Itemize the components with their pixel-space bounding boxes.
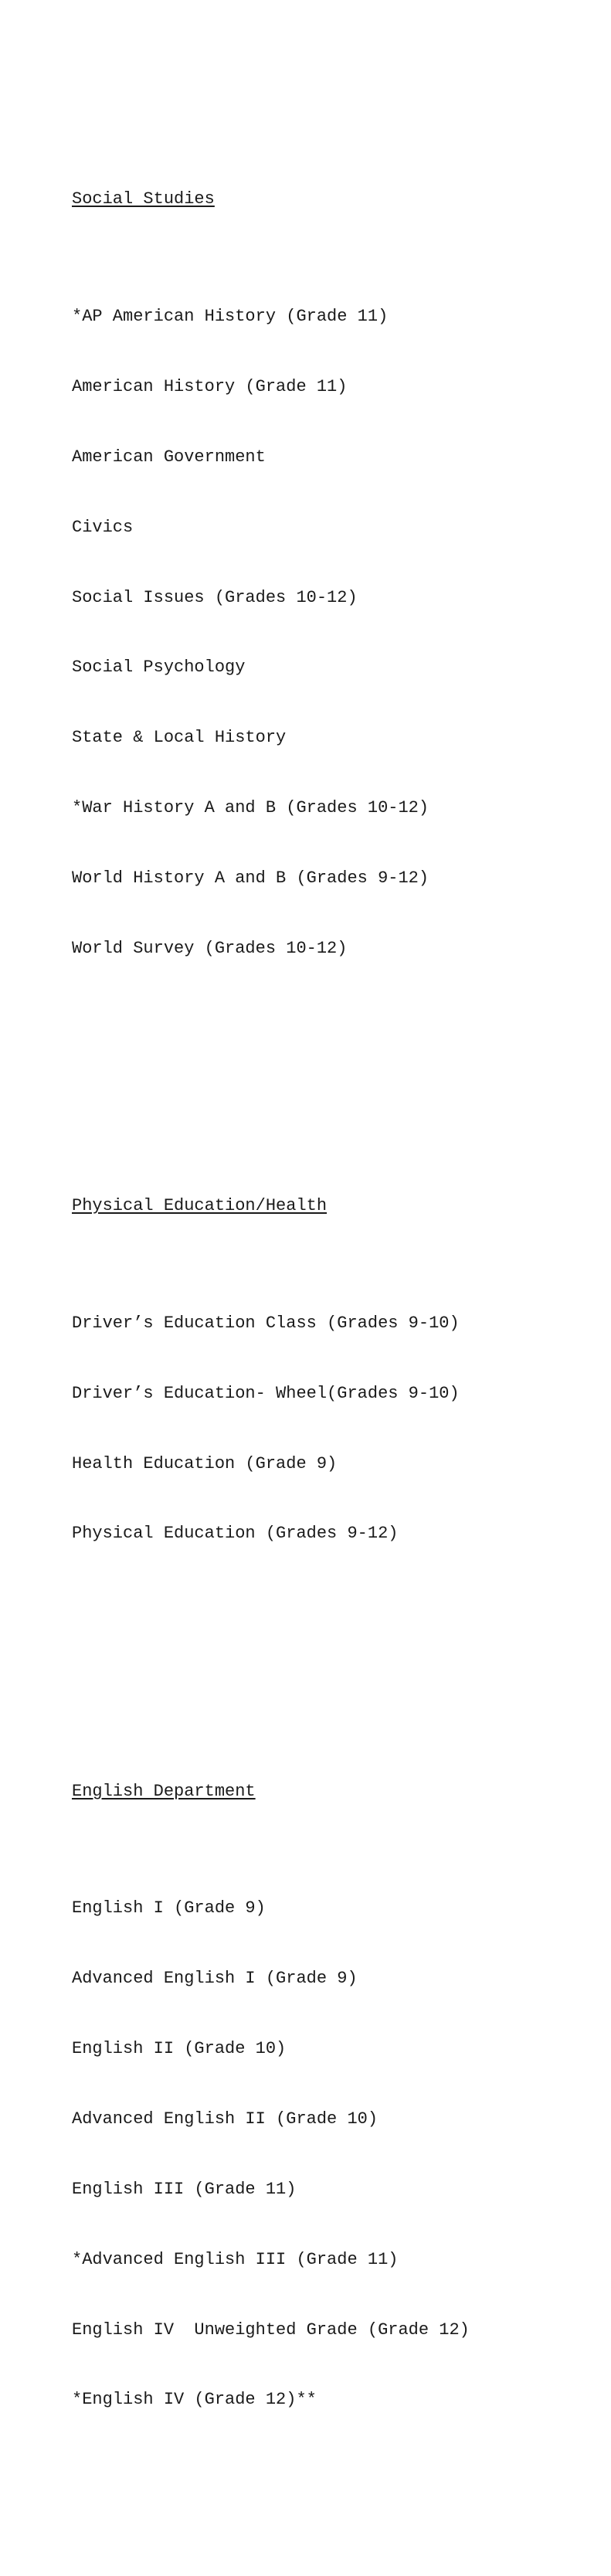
course-item: English I (Grade 9) — [72, 1898, 266, 1918]
course-item: World History A and B (Grades 9-12) — [72, 868, 429, 889]
section-heading-english-department: English Department — [72, 1781, 256, 1801]
course-item: English III (Grade 11) — [72, 2179, 297, 2199]
course-item: Health Education (Grade 9) — [72, 1453, 338, 1473]
section-heading-social-studies: Social Studies — [72, 189, 215, 209]
course-item: Civics — [72, 517, 134, 537]
course-item: Physical Education (Grades 9-12) — [72, 1524, 399, 1544]
course-item: Social Issues (Grades 10-12) — [72, 587, 358, 607]
course-item: Social Psychology — [72, 658, 246, 678]
course-item: State & Local History — [72, 728, 287, 748]
course-item: American History (Grade 11) — [72, 376, 348, 396]
section-physical-education-health — [72, 1148, 470, 1640]
course-item: Driver’s Education Class (Grades 9-10) — [72, 1313, 460, 1333]
course-list-physical-education-health — [72, 1265, 470, 1592]
course-list — [72, 71, 470, 2576]
course-item: English IV Unweighted Grade (Grade 12) — [72, 2319, 470, 2340]
course-item: *Advanced English III (Grade 11) — [72, 2249, 399, 2269]
course-item: *AP American History (Grade 11) — [72, 306, 389, 326]
course-item: Driver’s Education- Wheel(Grades 9-10) — [72, 1383, 460, 1403]
course-list-social-studies — [72, 258, 470, 1008]
course-item: Advanced English I (Grade 9) — [72, 1969, 358, 1989]
section-heading-physical-education-health: Physical Education/Health — [72, 1196, 328, 1216]
course-item: American Government — [72, 447, 266, 467]
section-social-studies — [72, 141, 470, 1055]
course-item: English II (Grade 10) — [72, 2038, 287, 2058]
course-item: *War History A and B (Grades 10-12) — [72, 798, 429, 818]
section-english-department — [72, 1733, 470, 2506]
course-list-english-department — [72, 1850, 470, 2459]
course-item: Advanced English II (Grade 10) — [72, 2109, 378, 2129]
course-item: World Survey (Grades 10-12) — [72, 938, 348, 958]
course-item: *English IV (Grade 12)** — [72, 2390, 317, 2410]
